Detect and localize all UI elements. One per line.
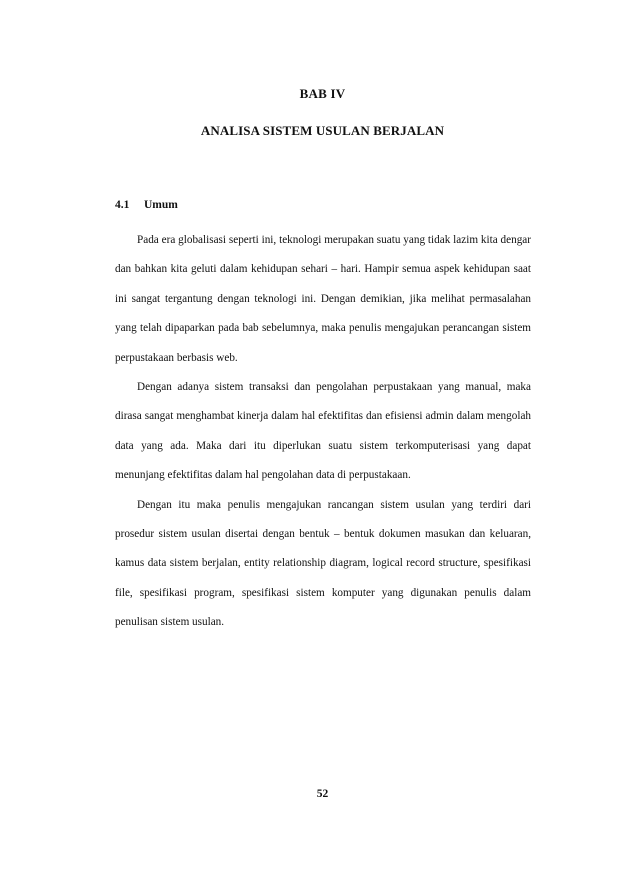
- paragraph: Dengan itu maka penulis mengajukan rancangan sistem usulan yang terdiri dari prosedur sistem usulan disertai dengan bentuk – bentuk dokumen masukan dan keluaran, kamus data sistem berjalan, entity relationship diagram, logical record structure, spesifikasi file, spesifikasi program, spesifikasi sistem komputer yang digunakan penulis dalam penulisan sistem usulan.: [115, 498, 531, 629]
- chapter-title: ANALISA SISTEM USULAN BERJALAN: [200, 123, 445, 138]
- paragraph: Pada era globalisasi seperti ini, teknologi merupakan suatu yang tidak lazim kita dengar dan bahkan kita geluti dalam kehidupan sehari – hari. Hampir semua aspek kehidupan saat ini sangat tergantung dengan teknologi ini. Dengan demikian, jika melihat permasalahan yang telah dipaparkan pada bab sebelumnya, maka penulis mengajukan perancangan sistem perpustakaan berbasis web.: [115, 234, 531, 364]
- chapter-label: BAB IV: [299, 86, 346, 101]
- body-text: [115, 226, 531, 638]
- page-number: 52: [316, 788, 329, 800]
- paragraph: Dengan adanya sistem transaksi dan pengolahan perpustakaan yang manual, maka dirasa sangat menghambat kinerja dalam hal efektifitas dan efisiensi admin dalam mengolah data yang ada. Maka dari itu diperlukan suatu sistem terkomputerisasi yang dapat menunjang efektifitas dalam hal pengolahan data di perpustakaan.: [115, 381, 531, 482]
- section-title: Umum: [144, 199, 178, 211]
- section-number: 4.1: [115, 199, 130, 211]
- section-heading: [115, 199, 178, 211]
